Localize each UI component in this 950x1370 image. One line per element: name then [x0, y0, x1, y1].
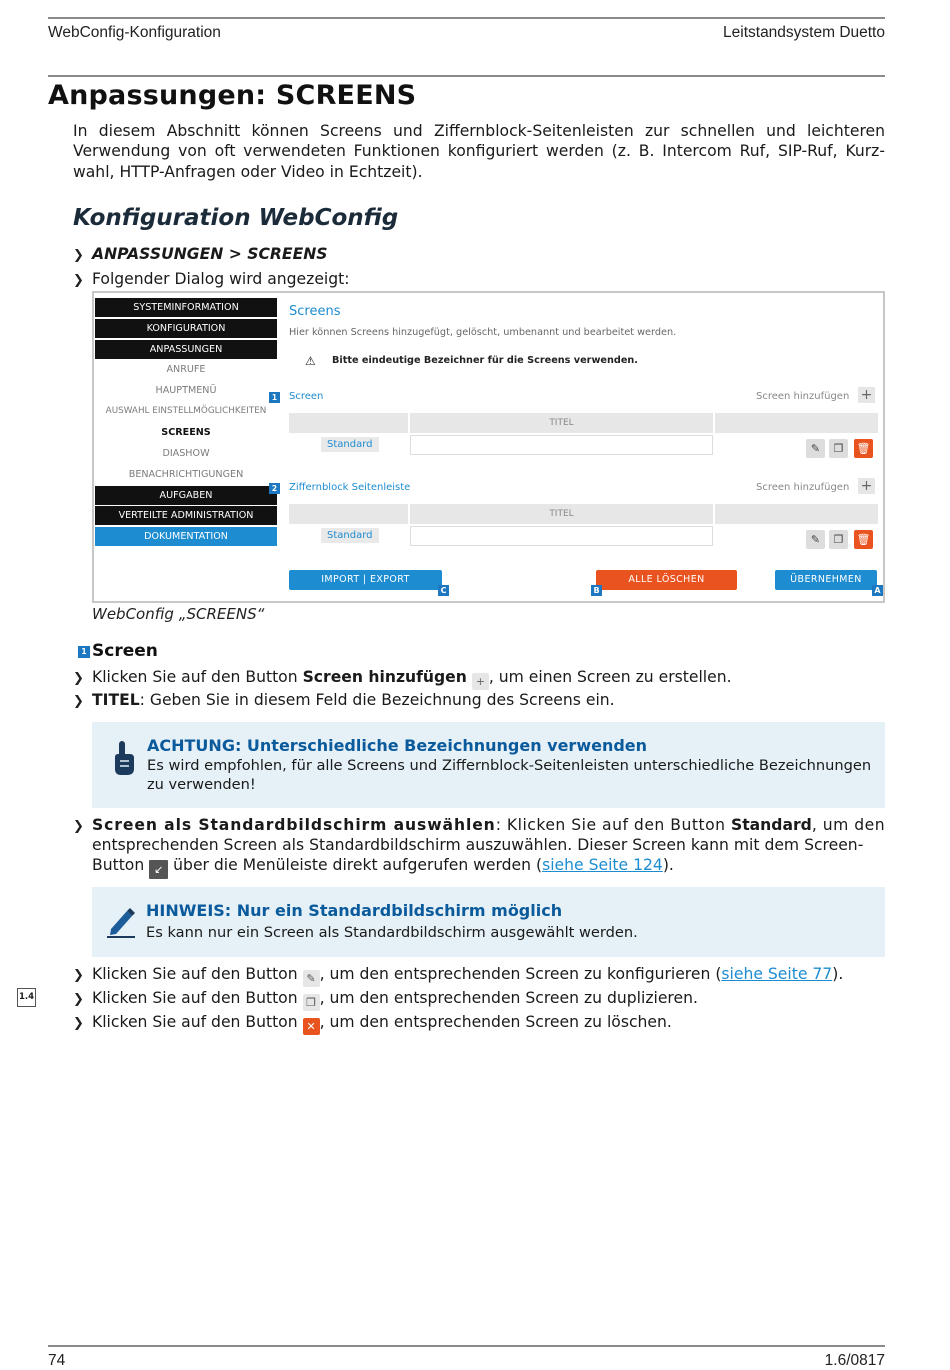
table-head-actions [715, 504, 878, 524]
bullet-text: Button [92, 856, 150, 874]
add-keypad-button[interactable]: + [858, 478, 875, 494]
table-head-blank [289, 504, 408, 524]
bullet-text: , um den entsprechenden Screen zu konfigurieren ( [319, 965, 722, 983]
menu-item-anpassungen[interactable]: ANPASSUNGEN [95, 340, 277, 359]
delete-icon[interactable]: 🗑 [854, 439, 873, 458]
title-input[interactable] [410, 526, 713, 546]
title-input[interactable] [410, 435, 713, 455]
menu-item-hauptmenue[interactable]: HAUPTMENÜ [95, 381, 277, 400]
add-screen-label: Screen hinzufügen [756, 391, 850, 402]
delete-all-button[interactable]: ALLE LÖSCHEN [596, 570, 737, 590]
add-screen-button[interactable]: + [858, 387, 875, 403]
screens-heading: Screens [289, 304, 341, 319]
menu-item-screens[interactable]: SCREENS [95, 423, 277, 442]
bullet-bold: Screen hinzufügen [302, 668, 467, 686]
bullet-standard [73, 816, 885, 834]
hint-box [92, 887, 885, 957]
bullet-text: über die Menüleiste direkt aufgerufen werden ( [168, 856, 543, 874]
bullet-text: , um den entsprechenden Screen zu duplizieren. [319, 989, 698, 1007]
menu-item-verteilte-administration[interactable]: VERTEILTE ADMINISTRATION [95, 506, 277, 525]
footer-rule [48, 1345, 885, 1347]
bullet-text: , um den entsprechenden Screen zu löschen. [319, 1013, 672, 1031]
delete-icon: ✕ [303, 1018, 320, 1035]
plus-icon: + [472, 673, 489, 690]
duplicate-icon: ❐ [303, 994, 320, 1011]
page-number: 74 [48, 1352, 66, 1369]
hint-title: HINWEIS: Nur ein Standardbildschirm möglich [146, 901, 563, 920]
margin-tag: 1.4 [17, 988, 36, 1007]
table-head-blank [289, 413, 408, 433]
section-screen-label: Screen [289, 391, 324, 402]
bullet-edit [73, 965, 843, 987]
delete-icon[interactable]: 🗑 [854, 530, 873, 549]
menu-item-diashow[interactable]: DIASHOW [95, 444, 277, 463]
hint-text: Es kann nur ein Screen als Standardbildschirm ausgewählt werden. [146, 924, 638, 941]
step-dialog [73, 270, 350, 288]
menu-item-auswahl[interactable]: AUSWAHL EINSTELLMÖGLICHKEITEN [95, 402, 277, 421]
add-keypad-label: Screen hinzufügen [756, 482, 850, 493]
chevron-right-icon: ❯ [73, 968, 84, 983]
menu-item-konfiguration[interactable]: KONFIGURATION [95, 319, 277, 338]
attention-box [92, 722, 885, 808]
bullet-standard-line2: entsprechenden Screen als Standardbildschirm auszuwählen. Dieser Screen kann mit dem Screen- [92, 836, 864, 854]
warning-icon: ⚠ [305, 354, 316, 368]
section-keypad-label: Ziffernblock Seitenleiste [289, 482, 411, 493]
marker-b: B [591, 585, 602, 596]
table-head-actions [715, 413, 878, 433]
chevron-right-icon: ❯ [73, 694, 84, 709]
badge-1: 1 [269, 392, 280, 403]
bullet-bold: Standard [730, 816, 812, 834]
duplicate-icon[interactable]: ❐ [829, 530, 848, 549]
menu-item-aufgaben[interactable]: AUFGABEN [95, 486, 277, 505]
intro-paragraph: In diesem Abschnitt können Screens und Ziffernblock-Seitenleisten zur schnellen und leichteren Verwendung von oft verwendeten Funktionen konfiguriert werden (z. B. Intercom Ruf, SIP-Ruf, Kurz-wahl, HTTP-Anfragen oder Video in Echtzeit). [73, 122, 885, 181]
edit-icon[interactable]: ✎ [806, 530, 825, 549]
bullet-text: Klicken Sie auf den Button [92, 1013, 303, 1031]
menu-item-dokumentation[interactable]: DOKUMENTATION [95, 527, 277, 546]
webconfig-screenshot [92, 291, 885, 603]
edit-icon[interactable]: ✎ [806, 439, 825, 458]
section-subtitle: Konfiguration WebConfig [73, 205, 399, 231]
figure-caption: WebConfig „SCREENS“ [92, 605, 265, 623]
bullet-titel [73, 691, 615, 709]
bullet-bold: Screen als Standardbildschirm auswählen [92, 816, 496, 834]
screen-heading: Screen [92, 641, 158, 661]
bullet-text: : Klicken Sie auf den Button [495, 816, 731, 834]
bullet-text: ). [662, 856, 674, 874]
attention-text: Es wird empfohlen, für alle Screens und Ziffernblock-Seitenleisten unterschiedliche Bezeichnungen zu verwenden! [147, 757, 872, 793]
bullet-duplicate [73, 989, 698, 1011]
page-link-77[interactable]: siehe Seite 77 [721, 965, 833, 983]
chevron-right-icon: ❯ [73, 248, 84, 263]
bullet-text: Klicken Sie auf den Button [92, 989, 303, 1007]
bullet-text: ). [832, 965, 844, 983]
table-head-titel: TITEL [410, 413, 713, 433]
table-head-titel: TITEL [410, 504, 713, 524]
step-text: Folgender Dialog wird angezeigt: [92, 270, 350, 288]
menu-path: ANPASSUNGEN > SCREENS [92, 245, 328, 263]
page-title: Anpassungen: SCREENS [48, 80, 417, 111]
menu-item-anrufe[interactable]: ANRUFE [95, 360, 277, 379]
header-left: WebConfig-Konfiguration [48, 24, 221, 41]
bullet-text: , um einen Screen zu erstellen. [488, 668, 732, 686]
screens-description: Hier können Screens hinzugefügt, gelöscht, umbenannt und bearbeitet werden. [289, 327, 677, 338]
bullet-text: : Geben Sie in diesem Feld die Bezeichnung des Screens ein. [139, 691, 615, 709]
bullet-text: , um den [811, 816, 886, 834]
menu-item-systeminformation[interactable]: SYSTEMINFORMATION [95, 298, 277, 317]
chevron-right-icon: ❯ [73, 273, 84, 288]
bullet-text: Klicken Sie auf den Button [92, 668, 303, 686]
import-export-button[interactable]: IMPORT | EXPORT [289, 570, 442, 590]
duplicate-icon[interactable]: ❐ [829, 439, 848, 458]
bullet-add-screen [73, 668, 732, 690]
edit-icon: ✎ [303, 970, 320, 987]
chevron-right-icon: ❯ [73, 992, 84, 1007]
bullet-standard-line3 [92, 856, 674, 879]
chevron-right-icon: ❯ [73, 1016, 84, 1031]
badge-2: 2 [269, 483, 280, 494]
badge-1: 1 [78, 646, 90, 658]
version-number: 1.6/0817 [824, 1352, 885, 1369]
page-link-124[interactable]: siehe Seite 124 [542, 856, 663, 874]
attention-title: ACHTUNG: Unterschiedliche Bezeichnungen verwenden [147, 736, 648, 755]
warning-text: Bitte eindeutige Bezeichner für die Screens verwenden. [332, 355, 638, 366]
marker-a: A [872, 585, 883, 596]
pointing-finger-icon [112, 741, 136, 777]
bullet-text: Klicken Sie auf den Button [92, 965, 303, 983]
standard-button[interactable]: Standard [321, 528, 379, 543]
apply-button[interactable]: ÜBERNEHMEN [775, 570, 877, 590]
standard-button[interactable]: Standard [321, 437, 379, 452]
menu-item-benachrichtigungen[interactable]: BENACHRICHTIGUNGEN [95, 465, 277, 484]
marker-c: C [438, 585, 449, 596]
screen-shortcut-icon: ↙ [149, 860, 168, 879]
bullet-bold: TITEL [92, 691, 140, 709]
pencil-icon [105, 905, 137, 939]
chevron-right-icon: ❯ [73, 819, 84, 834]
step-path [73, 245, 328, 263]
chevron-right-icon: ❯ [73, 671, 84, 686]
bullet-delete [73, 1013, 672, 1035]
header-rule-top [48, 17, 885, 19]
header-right: Leitstandsystem Duetto [723, 24, 885, 41]
header-rule-bottom [48, 75, 885, 77]
